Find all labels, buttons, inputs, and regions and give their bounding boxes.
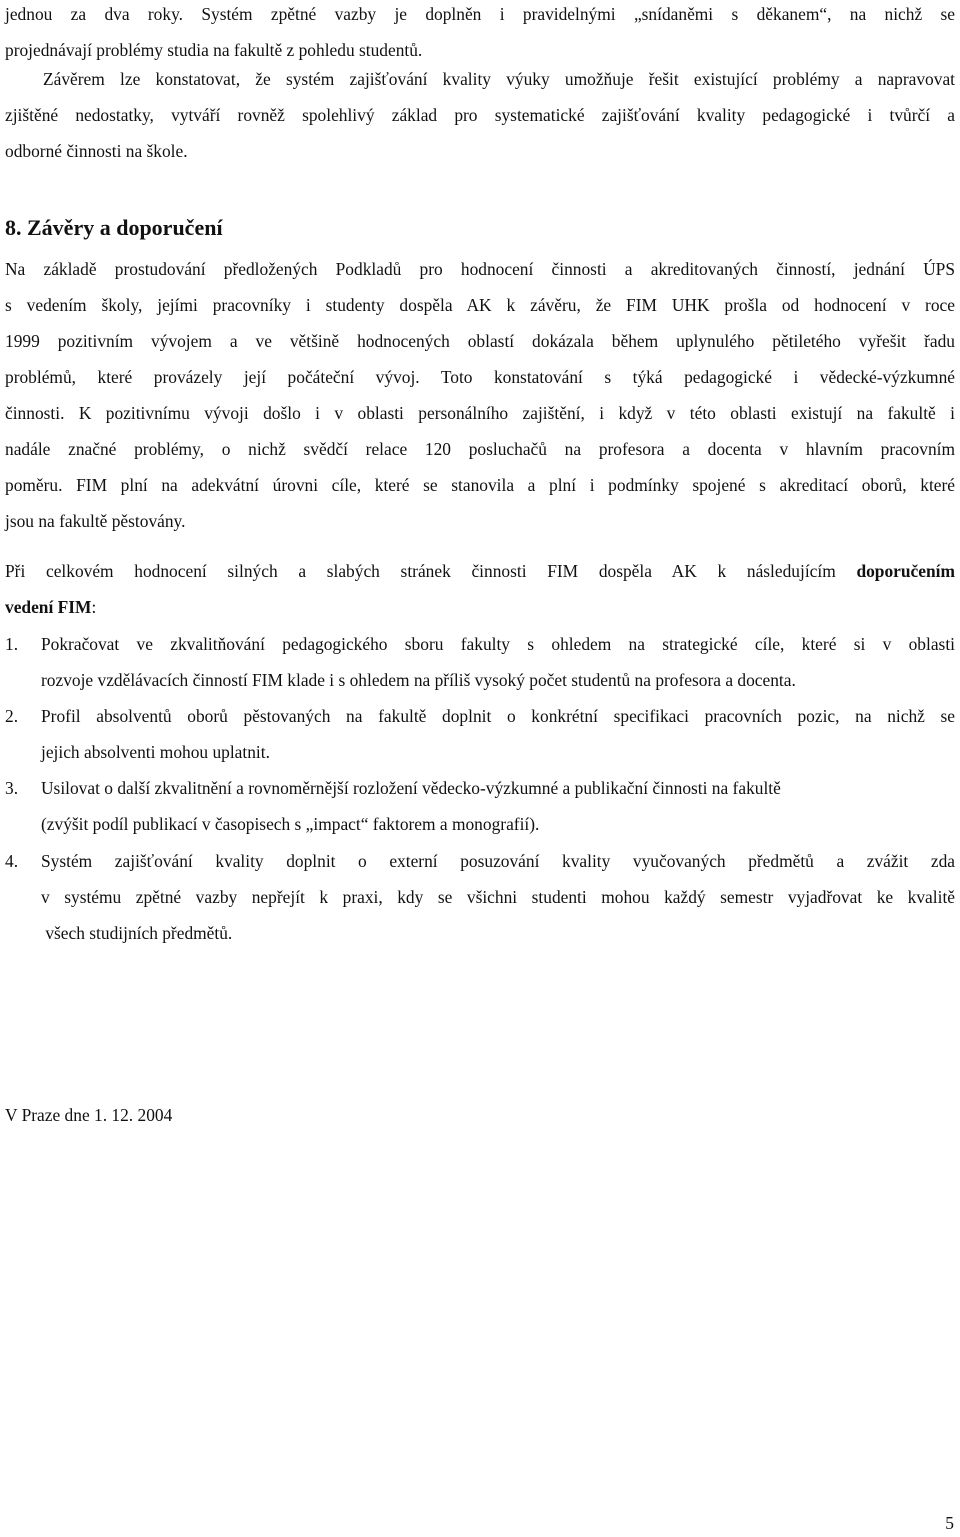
text-line: nadále značné problémy, o nichž svědčí relace 120 posluchačů na profesora a docenta v hlavním pracovním <box>5 439 955 459</box>
text-line: činnosti. K pozitivnímu vývoji došlo i v oblasti personálního zajištění, i když v této oblasti existují na fakultě i <box>5 403 955 423</box>
text-line: 1999 pozitivním vývojem a ve většině hodnocených oblastí dokázala během uplynulého pětiletého vyřešit řadu <box>5 331 955 351</box>
paragraph-feedback-system <box>5 0 955 68</box>
recommendation-item-4 <box>5 843 955 951</box>
text-line: jednou za dva roky. Systém zpětné vazby je doplněn i pravidelnými „snídaněmi s děkanem“, na nichž se <box>5 4 955 24</box>
intro-colon: : <box>91 597 97 617</box>
text-line: zjištěné nedostatky, vytváří rovněž spolehlivý základ pro systematické zajišťování kvality pedagogické i tvůrčí a <box>5 105 955 125</box>
text-line: Na základě prostudování předložených Podkladů pro hodnocení činnosti a akreditovaných činností, jednání ÚPS <box>5 259 955 279</box>
text-line <box>5 589 955 625</box>
list-item-text <box>41 626 955 698</box>
recommendation-item-3 <box>5 770 955 842</box>
intro-bold: doporučením <box>856 561 955 581</box>
text-line: jejich absolventi mohou uplatnit. <box>41 742 270 762</box>
list-number: 1. <box>5 634 19 654</box>
text-line: Profil absolventů oborů pěstovaných na fakultě doplnit o konkrétní specifikaci pracovních pozic, na nichž se <box>41 706 955 726</box>
signature-date: V Praze dne 1. 12. 2004 <box>5 1105 173 1125</box>
text-line: Pokračovat ve zkvalitňování pedagogického sboru fakulty s ohledem na strategické cíle, které si v oblasti <box>41 634 955 654</box>
text-line <box>5 553 955 589</box>
page-number: 5 <box>945 1513 954 1533</box>
list-number: 2. <box>5 706 19 726</box>
list-number: 3. <box>5 778 19 798</box>
list-item-text <box>41 770 955 842</box>
text-line: jsou na fakultě pěstovány. <box>5 511 186 531</box>
text-line: odborné činnosti na škole. <box>5 141 188 161</box>
paragraph-recommendations-intro <box>5 553 955 625</box>
text-line: problémů, které provázely její počáteční vývoj. Toto konstatování s týká pedagogické i vědecké-výzkumné <box>5 367 955 387</box>
text-line: Systém zajišťování kvality doplnit o externí posuzování kvality vyučovaných předmětů a zvážit zda <box>41 851 955 871</box>
recommendation-item-1 <box>5 626 955 698</box>
text-line: v systému zpětné vazby nepřejít k praxi, kdy se všichni studenti mohou každý semestr vyjadřovat ke kvalitě <box>41 887 955 907</box>
text-line: projednávají problémy studia na fakultě z pohledu studentů. <box>5 40 423 60</box>
text-line: Závěrem lze konstatovat, že systém zajišťování kvality výuky umožňuje řešit existující problémy a napravovat <box>43 69 955 89</box>
text-line: (zvýšit podíl publikací v časopisech s „impact“ faktorem a monografií). <box>41 814 540 834</box>
text-line: rozvoje vzdělávacích činností FIM klade i s ohledem na příliš vysoký počet studentů na profesora a docenta. <box>41 670 796 690</box>
list-number: 4. <box>5 851 19 871</box>
intro-text: Při celkovém hodnocení silných a slabých stránek činnosti FIM dospěla AK k následujícím <box>5 561 857 581</box>
paragraph-findings <box>5 251 955 539</box>
intro-bold-2: vedení FIM <box>5 597 92 617</box>
list-item-text <box>41 843 955 951</box>
text-line: Usilovat o další zkvalitnění a rovnoměrnější rozložení vědecko-výzkumné a publikační činnosti na fakultě <box>41 778 781 798</box>
paragraph-conclusion-quality <box>5 61 955 169</box>
section-heading: 8. Závěry a doporučení <box>5 215 223 240</box>
text-line: poměru. FIM plní na adekvátní úrovni cíle, které se stanovila a plní i podmínky spojené s akreditací oborů, které <box>5 475 955 495</box>
text-line: všech studijních předmětů. <box>41 923 233 943</box>
text-line: s vedením školy, jejími pracovníky i studenty dospěla AK k závěru, že FIM UHK prošla od hodnocení v roce <box>5 295 955 315</box>
list-item-text <box>41 698 955 770</box>
recommendation-item-2 <box>5 698 955 770</box>
